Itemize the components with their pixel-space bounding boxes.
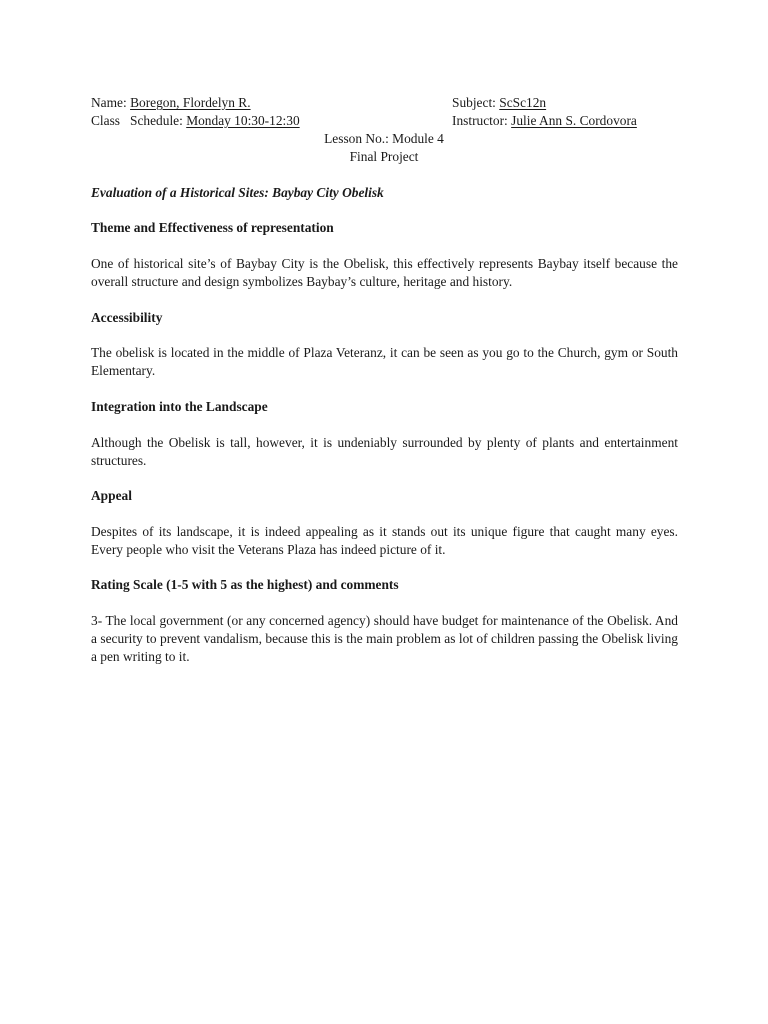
subject-field xyxy=(452,94,546,112)
subject-label: Subject: xyxy=(452,95,496,110)
section-heading-theme: Theme and Effectiveness of representation xyxy=(91,220,334,235)
section-body-landscape: Although the Obelisk is tall, however, it is undeniably surrounded by plenty of plants and entertainment structures. xyxy=(91,435,678,468)
section-heading-appeal: Appeal xyxy=(91,488,132,503)
subject-value: ScSc12n xyxy=(499,95,547,110)
lesson-number: Lesson No.: Module 4 xyxy=(324,131,444,146)
schedule-label: Schedule: xyxy=(130,113,183,128)
document-title: Evaluation of a Historical Sites: Baybay City Obelisk xyxy=(91,185,384,200)
class-label: Class xyxy=(91,113,121,128)
section-body-theme: One of historical site’s of Baybay City is the Obelisk, this effectively represents Baybay itself because the overall structure and design symbolizes Baybay’s culture, heritage and history. xyxy=(91,256,678,289)
section-heading-rating: Rating Scale (1-5 with 5 as the highest) and comments xyxy=(91,577,399,592)
section-body-rating: 3- The local government (or any concerned agency) should have budget for maintenance of the Obelisk. And a security to prevent vandalism, because this is the main problem as lot of children passing the Obelisk living a pen writing to it. xyxy=(91,613,678,664)
section-body-accessibility: The obelisk is located in the middle of Plaza Veteranz, it can be seen as you go to the Church, gym or South Elementary. xyxy=(91,345,678,378)
name-row xyxy=(91,94,547,112)
section-heading-landscape: Integration into the Landscape xyxy=(91,399,268,414)
section-heading-accessibility: Accessibility xyxy=(91,310,163,325)
name-label: Name: xyxy=(91,95,127,110)
instructor-field xyxy=(452,112,637,130)
name-value: Boregon, Flordelyn R. xyxy=(130,95,251,110)
instructor-value: Julie Ann S. Cordovora xyxy=(511,113,637,128)
section-body-appeal: Despites of its landscape, it is indeed appealing as it stands out its unique figure that caught many eyes. Every people who visit the Veterans Plaza has indeed picture of it. xyxy=(91,524,678,557)
project-label: Final Project xyxy=(349,149,419,164)
instructor-label: Instructor: xyxy=(452,113,508,128)
schedule-value: Monday 10:30-12:30 xyxy=(186,113,300,128)
class-row xyxy=(91,112,637,130)
